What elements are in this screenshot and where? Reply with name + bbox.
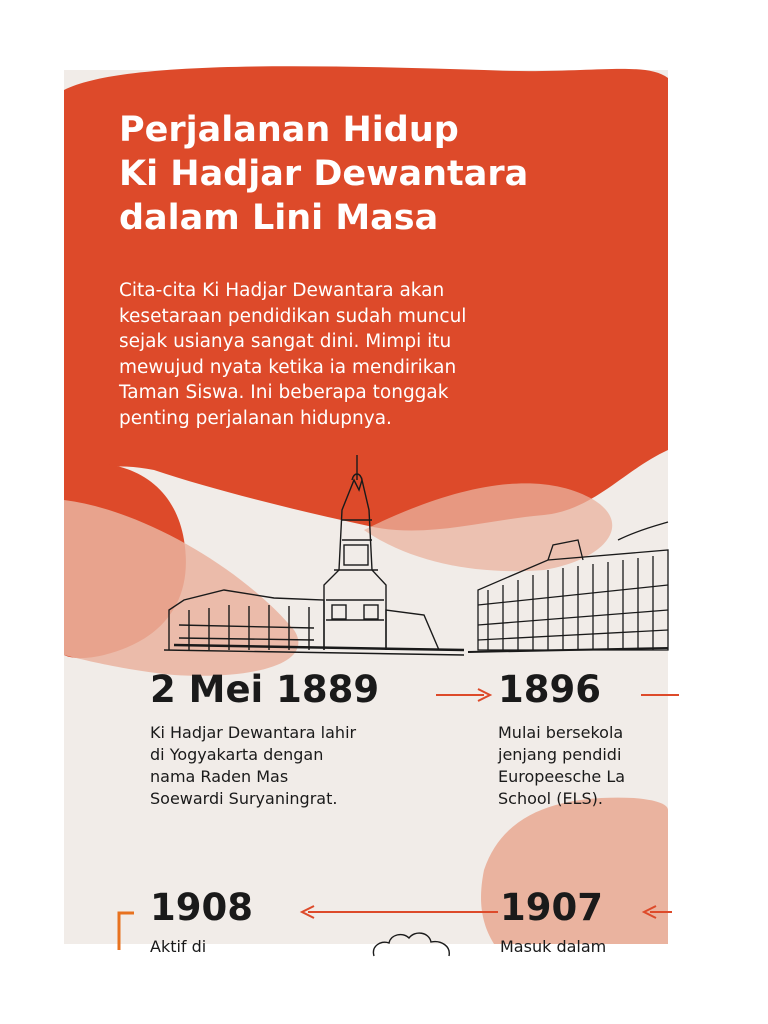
title-line: Perjalanan Hidup (119, 110, 459, 150)
timeline-description (150, 936, 206, 958)
description-line: Ki Hadjar Dewantara lahir (150, 723, 357, 742)
intro-line: sejak usianya sangat dini. Mimpi itu (119, 331, 452, 352)
description-line: jenjang pendidi (498, 745, 622, 764)
timeline-description (498, 722, 625, 810)
title-line: Ki Hadjar Dewantara (119, 154, 529, 194)
timeline-year: 1896 (498, 668, 601, 711)
description-line: Mulai bersekola (498, 723, 624, 742)
description-line: Europeesche La (498, 767, 626, 786)
timeline-year: 1908 (150, 886, 253, 929)
intro-line: mewujud nyata ketika ia mendirikan (119, 356, 457, 378)
cloud-sketch-illustration (369, 928, 459, 958)
title-line: dalam Lini Masa (119, 198, 439, 238)
tugu-monument-illustration (164, 450, 494, 660)
timeline-arrow-icon (642, 905, 672, 919)
intro-line: penting perjalanan hidupnya. (119, 407, 392, 429)
timeline-bracket (116, 910, 136, 950)
timeline-description (150, 722, 356, 810)
intro-paragraph (119, 278, 619, 431)
timeline-arrow-icon (300, 905, 500, 919)
description-line: di Yogyakarta dengan (150, 745, 324, 764)
description-line: Aktif di (150, 937, 207, 956)
timeline-arrow-icon (434, 688, 494, 702)
description-line: Masuk dalam (500, 937, 607, 956)
intro-line: Cita-cita Ki Hadjar Dewantara akan (119, 280, 445, 301)
colonial-building-illustration (468, 530, 668, 660)
description-line: Soewardi Suryaningrat. (150, 789, 338, 808)
description-line: School (ELS). (498, 789, 603, 808)
poster-title (119, 108, 679, 240)
timeline-year: 2 Mei 1889 (150, 668, 380, 711)
intro-line: Taman Siswa. Ini beberapa tonggak (119, 382, 449, 403)
intro-line: kesetaraan pendidikan sudah muncul (119, 305, 467, 327)
description-line: nama Raden Mas (150, 767, 289, 786)
timeline-arrow-icon (639, 688, 679, 702)
timeline-description (500, 936, 606, 958)
infographic-poster (64, 70, 668, 956)
timeline-year: 1907 (500, 886, 603, 929)
